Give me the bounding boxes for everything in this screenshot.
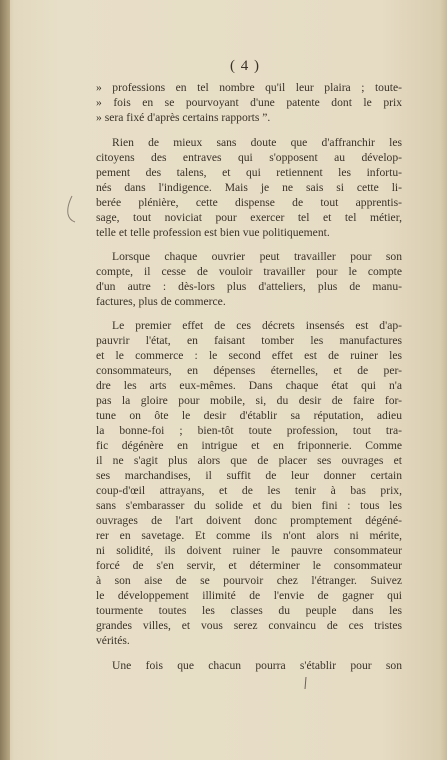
text-line: berée plénière, cette dispense de tout apprentis- <box>96 196 402 209</box>
text-line: la bonne-foi ; bien-tôt toute profession, tout tra- <box>96 424 402 437</box>
text-line: le développement illimité de l'envie de gagner qui <box>96 589 402 602</box>
text-line: d'un autre : dès-lors plus d'atteliers, plus de manu- <box>96 280 402 293</box>
text-line: à son aise de se pourvoir chez l'étranger. Suivez <box>96 574 402 587</box>
text-line: rer en savetage. Et comme ils n'ont alors ni mérite, <box>96 529 402 542</box>
page-number: ( 4 ) <box>230 58 260 74</box>
text-line: » professions en tel nombre qu'il leur plaira ; toute- <box>96 81 402 94</box>
text-line: consommateurs, en dépenses éternelles, et de per- <box>96 364 402 377</box>
text-line: sans s'embarasser du solide et du bien fini : tous les <box>96 499 402 512</box>
text-line: coup-d'œil attrayans, et de les tenir à bas prix, <box>96 484 402 497</box>
text-line: compte, il cesse de vouloir travailler pour le compte <box>96 265 402 278</box>
text-line: forcé de s'en servir, et déterminer le consommateur <box>96 559 402 572</box>
text-line: pas la gloire pour mobile, si, du desir de faire for- <box>96 394 402 407</box>
text-line: vérités. <box>96 634 130 647</box>
text-line: sage, tout noviciat pour exercer tel et tel métier, <box>96 211 402 224</box>
text-line: tourmente toutes les classes du peuple dans les <box>96 604 402 617</box>
text-line: Une fois que chacun pourra s'établir pour son <box>112 659 402 672</box>
text-line: ni solidité, ils doivent ruiner le pauvre consommateur <box>96 544 402 557</box>
text-line: nés dans l'indigence. Mais je ne sais si cette li- <box>96 181 402 194</box>
text-line: citoyens des entraves qui s'opposent au dévelop- <box>96 151 402 164</box>
text-line: factures, plus de commerce. <box>96 295 226 308</box>
text-line: grandes villes, et vous serez convaincu de ces tristes <box>96 619 402 632</box>
text-line: Le premier effet de ces décrets insensés est d'ap- <box>112 319 402 332</box>
text-line: tune on ôte le desir d'établir sa réputation, adieu <box>96 409 402 422</box>
text-line: pement des talens, et qui retiennent les infortu- <box>96 166 402 179</box>
text-line: » sera fixé d'après certains rapports ”. <box>96 111 271 124</box>
margin-pencil-mark <box>63 194 79 224</box>
text-line: fic dégénère en intrigue et en friponnerie. Comme <box>96 439 402 452</box>
text-line: ouvrages de l'art doivent donc promptement dégéné- <box>96 514 402 527</box>
text-line: » fois en se pourvoyant d'une patente dont le prix <box>96 96 402 109</box>
text-line: Lorsque chaque ouvrier peut travailler pour son <box>112 250 402 263</box>
text-line: et le commerce : le second effet est de ruiner les <box>96 349 402 362</box>
text-line: dre les arts eux-mêmes. Dans chaque état qui n'a <box>96 379 402 392</box>
text-line: pauvrir l'état, en faisant tomber les manufactures <box>96 334 402 347</box>
text-line: ses marchandises, il suffit de leur donner certain <box>96 469 402 482</box>
binding-gutter <box>0 0 10 760</box>
text-line: il ne s'agit plus alors que de placer ses ouvrages et <box>96 454 402 467</box>
text-line: Rien de mieux sans doute que d'affranchir les <box>112 136 402 149</box>
footer-ink-mark <box>303 676 309 690</box>
text-line: telle et telle profession est bien vue politiquement. <box>96 226 330 239</box>
